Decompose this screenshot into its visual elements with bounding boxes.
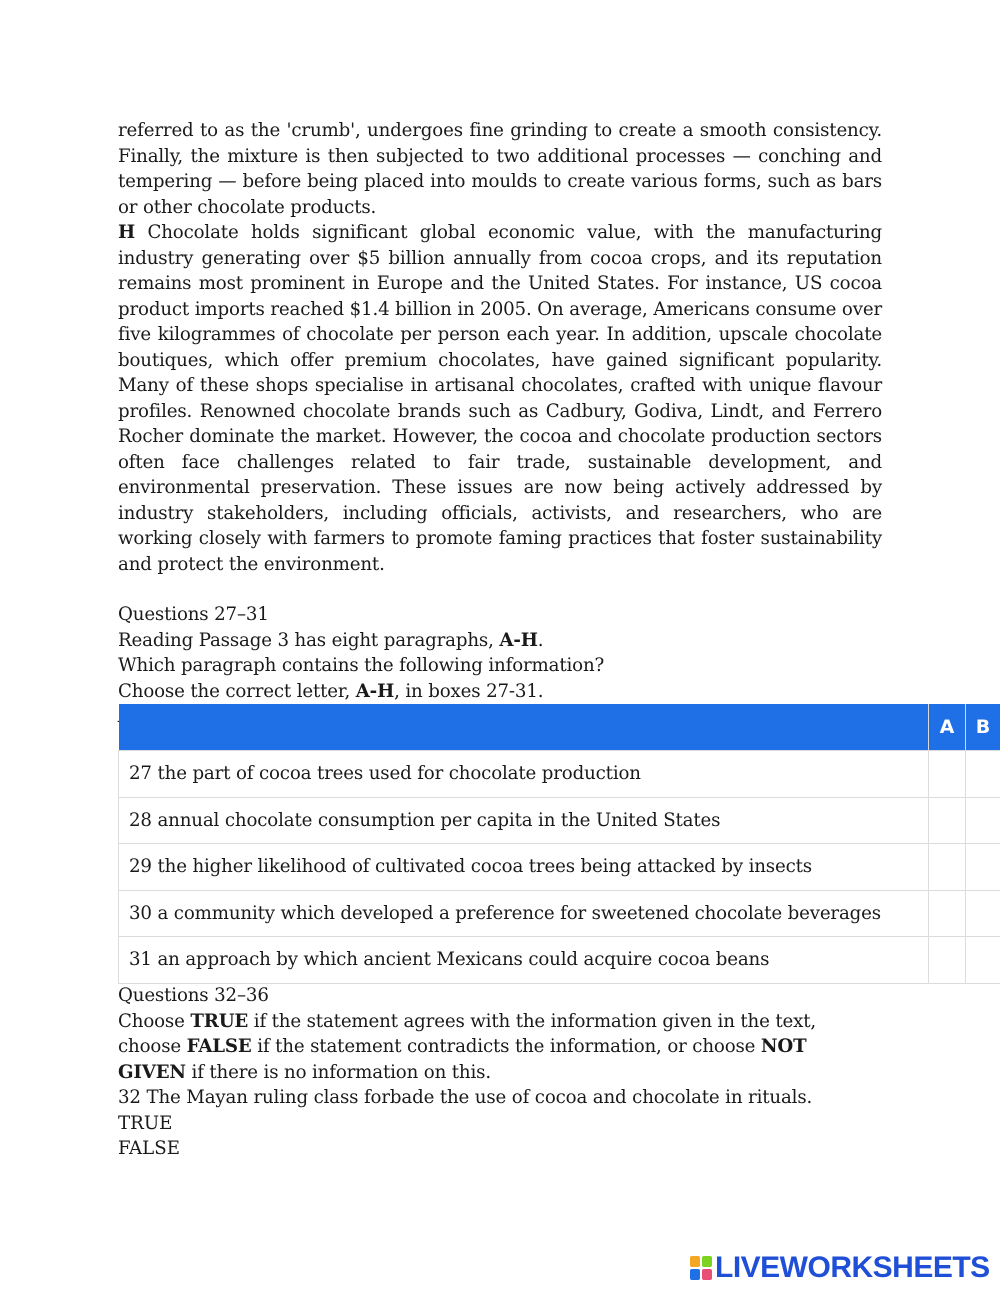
- answer-cell-29-a[interactable]: [929, 844, 966, 891]
- column-header-b: B: [966, 704, 1000, 751]
- answer-cell-31-b[interactable]: [966, 937, 1000, 984]
- answer-matrix: [118, 704, 1000, 984]
- passage-section: [118, 118, 882, 730]
- option-true[interactable]: TRUE: [118, 1112, 173, 1134]
- answer-cell-30-b[interactable]: [966, 890, 1000, 937]
- questions-32-36-heading: Questions 32–36: [118, 985, 269, 1006]
- instruction-line-1: Reading Passage 3 has eight paragraphs, A-H.: [118, 629, 544, 651]
- question-29-label: 29 the higher likelihood of cultivated cocoa trees being attacked by insects: [119, 844, 929, 891]
- question-30-label: 30 a community which developed a preference for sweetened chocolate beverages: [119, 890, 929, 937]
- instruction-line-2: Which paragraph contains the following information?: [118, 655, 605, 676]
- option-false[interactable]: FALSE: [118, 1138, 180, 1159]
- matrix-header-blank: [119, 704, 929, 751]
- paragraph-h-letter: H: [118, 222, 136, 243]
- logo-mark-icon: [690, 1256, 712, 1280]
- table-row: [119, 890, 1000, 937]
- table-row: [119, 937, 1000, 984]
- tfng-instruction-3: GIVEN if there is no information on this.: [118, 1061, 491, 1083]
- table-row: [119, 751, 1000, 798]
- answer-cell-31-a[interactable]: [929, 937, 966, 984]
- question-28-label: 28 annual chocolate consumption per capita in the United States: [119, 797, 929, 844]
- question-27-label: 27 the part of cocoa trees used for chocolate production: [119, 751, 929, 798]
- tfng-instruction-2: choose FALSE if the statement contradicts the information, or choose NOT: [118, 1036, 807, 1057]
- answer-cell-29-b[interactable]: [966, 844, 1000, 891]
- answer-cell-27-b[interactable]: [966, 751, 1000, 798]
- questions-27-31-heading: Questions 27–31: [118, 604, 269, 625]
- answer-cell-28-b[interactable]: [966, 797, 1000, 844]
- instruction-line-3: Choose the correct letter, A-H, in boxes 27-31.: [118, 680, 544, 702]
- tfng-instruction-1: Choose TRUE if the statement agrees with the information given in the text,: [118, 1010, 817, 1032]
- paragraph-h: [118, 220, 882, 577]
- answer-cell-30-a[interactable]: [929, 890, 966, 937]
- question-31-label: 31 an approach by which ancient Mexicans could acquire cocoa beans: [119, 937, 929, 984]
- matrix-header-row: [119, 704, 1000, 751]
- answer-cell-27-a[interactable]: [929, 751, 966, 798]
- questions-32-36-section: [118, 983, 898, 1162]
- paragraph-h-text: Chocolate holds significant global economic value, with the manufacturing industry generating over $5 billion annually from cocoa crops, and its reputation remains most prominent in Europe and the United States. For instance, US cocoa product imports reached $1.4 billion in 2005. On average, Americans consume over five kilogrammes of chocolate per person each year. In addition, upscale chocolate boutiques, which offer premium chocolates, have gained significant popularity. Many of these shops specialise in artisanal chocolates, crafted with unique flavour profiles. Renowned chocolate brands such as Cadbury, Godiva, Lindt, and Ferrero Rocher dominate the market. However, the cocoa and chocolate production sectors often face challenges related to fair trade, sustainable development, and environmental preservation. These issues are now being actively addressed by industry stakeholders, including officials, activists, and researchers, who are working closely with farmers to promote faming practices that foster sustainability and protect the environment.: [118, 222, 882, 575]
- table-row: [119, 797, 1000, 844]
- table-row: [119, 844, 1000, 891]
- logo-wordmark: LIVEWORKSHEETS: [715, 1251, 990, 1284]
- liveworksheets-logo: [690, 1252, 990, 1284]
- column-header-a: A: [929, 704, 966, 751]
- paragraph-g-continuation: referred to as the 'crumb', undergoes fine grinding to create a smooth consistency. Finally, the mixture is then subjected to two additional processes — conching and tempering — before being placed into moulds to create various forms, such as bars or other chocolate products.: [118, 120, 882, 218]
- answer-cell-28-a[interactable]: [929, 797, 966, 844]
- question-32: 32 The Mayan ruling class forbade the use of cocoa and chocolate in rituals.: [118, 1087, 813, 1108]
